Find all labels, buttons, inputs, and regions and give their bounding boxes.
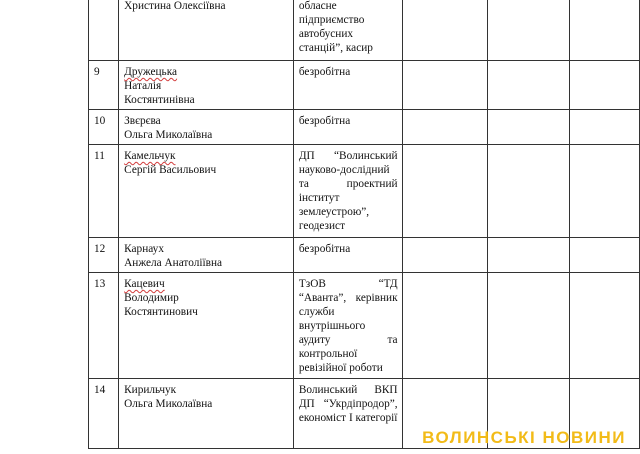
person-name	[119, 0, 294, 61]
name-line: Костянтинович	[124, 306, 198, 318]
table-row	[89, 145, 640, 238]
job-text: обласне підприємство автобусних станцій”, касир	[298, 0, 373, 54]
job-text: безробітна	[298, 115, 351, 127]
job-text: безробітна	[298, 66, 351, 78]
empty-cell	[402, 273, 487, 379]
name-line: Кирильчук	[124, 384, 177, 396]
table-row	[89, 0, 640, 61]
empty-cell	[487, 0, 570, 61]
name-line: Кацевич	[124, 278, 165, 290]
empty-cell	[570, 145, 640, 238]
empty-cell	[487, 238, 570, 273]
empty-cell	[402, 238, 487, 273]
row-number: 9	[89, 61, 119, 110]
job-text: ТзОВ “ТД “Аванта”, керівник служби внутрішнього аудиту та контрольної ревізійної роботи	[298, 278, 398, 374]
candidates-table	[88, 0, 640, 449]
workplace-position	[293, 273, 402, 379]
empty-cell	[487, 145, 570, 238]
workplace-position	[293, 61, 402, 110]
name-line: Ольга Миколаївна	[124, 398, 213, 410]
empty-cell	[570, 110, 640, 145]
person-name	[119, 61, 294, 110]
empty-cell	[402, 0, 487, 61]
person-name	[119, 273, 294, 379]
empty-cell	[402, 145, 487, 238]
table-row	[89, 273, 640, 379]
empty-cell	[487, 61, 570, 110]
name-line: Дружецька	[124, 66, 178, 78]
empty-cell	[570, 61, 640, 110]
name-line: Христина Олексіївна	[124, 0, 226, 12]
empty-cell	[570, 238, 640, 273]
row-number: 11	[89, 145, 119, 238]
workplace-position	[293, 379, 402, 449]
workplace-position	[293, 145, 402, 238]
job-text: безробітна	[298, 243, 351, 255]
name-line: Карнаух	[124, 243, 164, 255]
job-text: Волинський ВКП ДП “Укрдіпродор”, економіст І категорії	[298, 384, 398, 424]
name-line: Анжела Анатоліївна	[124, 257, 223, 269]
row-number: 10	[89, 110, 119, 145]
name-line: Наталія	[124, 80, 162, 92]
table-row	[89, 238, 640, 273]
row-number: 12	[89, 238, 119, 273]
empty-cell	[402, 61, 487, 110]
row-number: 14	[89, 379, 119, 449]
workplace-position	[293, 110, 402, 145]
empty-cell	[487, 110, 570, 145]
empty-cell	[570, 0, 640, 61]
workplace-position	[293, 0, 402, 61]
row-number	[89, 0, 119, 61]
person-name	[119, 238, 294, 273]
empty-cell	[402, 110, 487, 145]
name-line: Сергій Васильович	[124, 164, 217, 176]
job-text: ДП “Волинський науково-дослідний та проектний інститут землеустрою”, геодезист	[298, 150, 398, 232]
person-name	[119, 145, 294, 238]
name-line: Камельчук	[124, 150, 176, 162]
empty-cell	[570, 273, 640, 379]
row-number: 13	[89, 273, 119, 379]
table-row	[89, 61, 640, 110]
person-name	[119, 379, 294, 449]
watermark-logo: ВОЛИНСЬКІ НОВИНИ	[422, 428, 626, 447]
name-line: Звєрєва	[124, 115, 161, 127]
person-name	[119, 110, 294, 145]
name-line: Костянтинівна	[124, 94, 195, 106]
table-row	[89, 110, 640, 145]
empty-cell	[487, 273, 570, 379]
workplace-position	[293, 238, 402, 273]
name-line: Володимир	[124, 292, 179, 304]
name-line: Ольга Миколаївна	[124, 129, 213, 141]
